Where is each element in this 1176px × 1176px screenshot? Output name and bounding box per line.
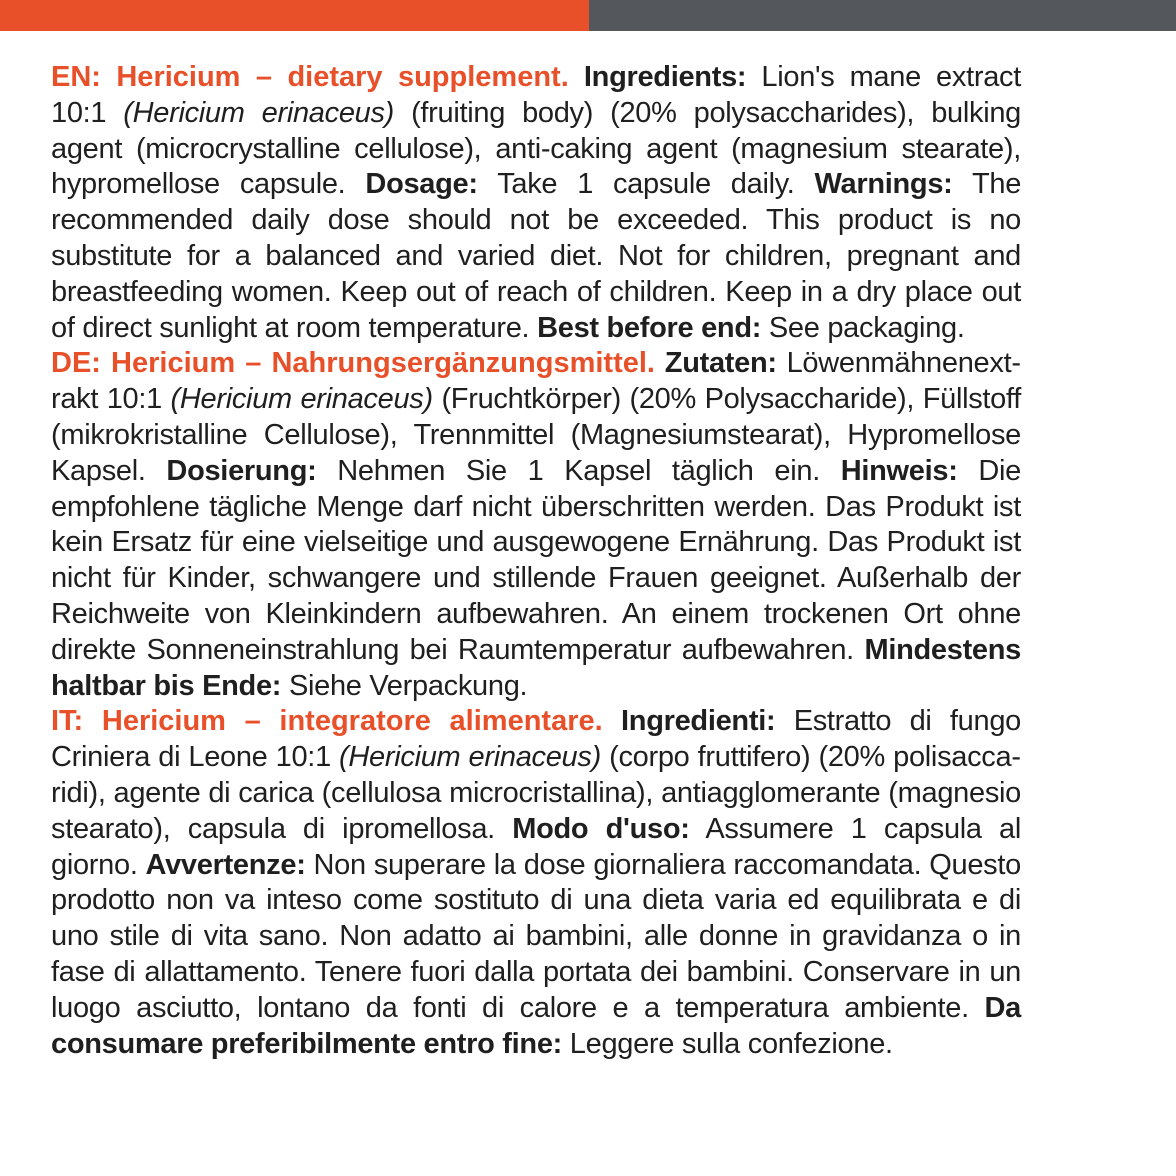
- section-it-ingredients-label: Ingredienti:: [621, 705, 776, 738]
- section-de-best-before-label: Mindestens haltbar bis Ende:: [51, 633, 1021, 702]
- section-de-heading: DE: Hericium – Nahrungsergänzungsmittel.: [51, 347, 655, 380]
- section-en-warnings-text: The recommended daily dose should not be exceeded. This product is no substitute for a balanced and varied diet. Not for children, pregnant and breastfeeding women. Keep out of reach of children. Keep in a dry place out of direct sunlight at room temperature.: [51, 168, 1022, 344]
- section-en: [51, 60, 1021, 346]
- section-en-best-before-label: Best before end:: [537, 311, 762, 344]
- section-de-dosage-text: Nehmen Sie 1 Kapsel täglich ein.: [337, 454, 820, 487]
- section-en-species: (Hericium erinaceus): [123, 96, 395, 129]
- section-de-warnings-label: Hinweis:: [840, 454, 958, 487]
- top-bar-accent-segment: [0, 0, 589, 31]
- section-en-ingredients-post: (fruiting body) (20% polysaccharides), bulking agent (microcrystalline cellulose), anti-caking agent (magnesium stearate), hypromellose capsule.: [51, 96, 1021, 201]
- product-label-text: [51, 60, 1021, 1062]
- section-it: [51, 704, 1021, 1062]
- section-it-species: (Hericium erinaceus): [339, 741, 601, 774]
- section-de-ingredients-post: (Fruchtkörper) (20% Polysaccharide), Füllstoff (mikrokristalline Cellulose), Trennmittel (Magnesiumstearat), Hypromellose Kapsel.: [51, 383, 1022, 487]
- section-it-ingredients-post: (corpo fruttifero) (20% polisaccaridi), agente di carica (cellulosa microcristallina), antiagglomerante (magnesio stearato), capsula di ipromellosa.: [51, 741, 1022, 845]
- section-it-ingredients-pre: Estratto di fungo Criniera di Leone 10:1: [51, 705, 1021, 774]
- section-de-warnings-text: Die empfohlene tägliche Menge darf nicht überschritten werden. Das Produkt ist kein Ersatz für eine vielseitige und ausgewogene Ernährung. Das Produkt ist nicht für Kinder, schwangere und stillende Frauen geeignet. Außerhalb der Reichweite von Kleinkindern aufbewahren. An einem trockenen Ort ohne direkte Sonneneinstrahlung bei Raumtemperatur aufbewahren.: [51, 454, 1021, 666]
- section-it-dosage-text: Assumere 1 capsula al giorno.: [51, 812, 1021, 881]
- section-en-dosage-text: Take 1 capsule daily.: [497, 168, 795, 201]
- section-en-ingredients-label: Ingredients:: [583, 61, 747, 93]
- top-bar-dark-segment: [589, 0, 1176, 31]
- top-color-bar: [0, 0, 1176, 31]
- section-de: [51, 346, 1021, 704]
- section-de-best-before-text: Siehe Verpackung.: [288, 669, 528, 702]
- section-it-heading: IT: Hericium – integratore alimentare.: [51, 705, 603, 738]
- section-de-dosage-label: Dosierung:: [166, 454, 317, 487]
- section-de-species: (Hericium erinaceus): [170, 383, 433, 416]
- section-it-warnings-label: Avvertenze:: [145, 848, 306, 881]
- section-en-heading: EN: Hericium – dietary supplement.: [51, 61, 569, 93]
- section-en-warnings-label: Warnings:: [814, 168, 953, 201]
- section-de-ingredients-pre: Löwenmähnenextrakt 10:1: [51, 347, 1021, 416]
- section-it-dosage-label: Modo d'uso:: [512, 812, 690, 845]
- section-it-best-before-label: Da consumare preferibilmente entro fine:: [51, 991, 1021, 1060]
- section-de-ingredients-label: Zutaten:: [664, 347, 777, 380]
- section-en-ingredients-pre: Lion's mane extract 10:1: [51, 61, 1021, 129]
- section-en-dosage-label: Dosage:: [365, 168, 478, 201]
- section-it-warnings-text: Non superare la dose giornaliera raccomandata. Questo prodotto non va inteso come sostituto di una dieta varia ed equilibrata e di uno stile di vita sano. Non adatto ai bambini, alle donne in gravidanza o in fase di allattamento. Tenere fuori dalla portata dei bambini. Conservare in un luogo asciutto, lontano da fonti di calore e a temperatura ambiente.: [51, 848, 1021, 1024]
- section-en-best-before-text: See packaging.: [768, 311, 965, 344]
- section-it-best-before-text: Leggere sulla confezione.: [569, 1027, 893, 1060]
